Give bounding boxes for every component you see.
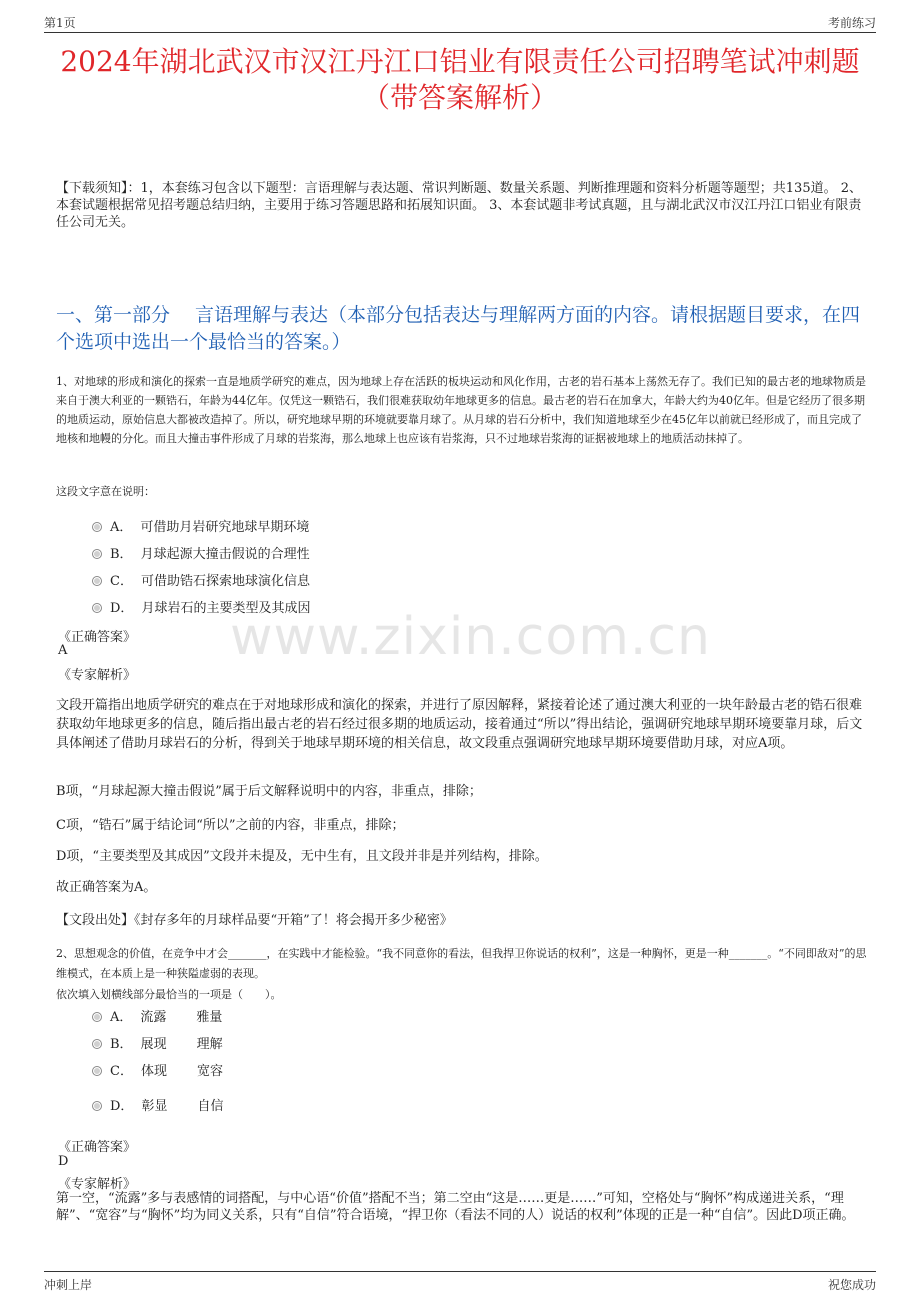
q1-option-c[interactable] — [92, 570, 310, 589]
option-word-2: 理解 — [196, 1037, 223, 1052]
option-word-1: 流露 — [140, 1010, 167, 1025]
option-word-1: 彰显 — [141, 1099, 168, 1114]
option-key: B． — [110, 1037, 133, 1052]
option-word-2: 自信 — [197, 1099, 224, 1114]
q2-option-c[interactable] — [92, 1060, 223, 1079]
footer-right-label: 祝您成功 — [827, 1278, 876, 1292]
q1-analysis-main: 文段开篇指出地质学研究的难点在于对地球形成和演化的探索，并进行了原因解释，紧接着论述了通过澳大利亚的一块年龄最古老的锆石很难获取幼年地球更多的信息，随后指出最古老的岩石经过很多期的地质运动，接着通过“所以”得出结论，强调研究地球早期环境要靠月球，后文具体阐述了借助月球岩石的分析，得到关于地球早期环境的相关信息，故文段重点强调研究地球早期环境要借助月球，对应A项。 — [56, 698, 863, 751]
radio-icon[interactable] — [92, 603, 102, 613]
option-word-2: 雅量 — [196, 1010, 223, 1025]
document-title: 2024年湖北武汉市汉江丹江口铝业有限责任公司招聘笔试冲刺题（带答案解析） — [60, 45, 860, 114]
q1-analysis-label: 《专家解析》 — [58, 668, 137, 683]
download-notice: 【下载须知】：1，本套练习包含以下题型：言语理解与表达题、常识判断题、数量关系题、判断推理题和资料分析题等题型；共135道。 2、本套试题根据常见招考题总结归纳，主要用于练习答题思路和拓展知识面。 3、本套试题非考试真题，且与湖北武汉市汉江丹江口铝业有限责任公司无关。 — [56, 181, 862, 230]
q1-analysis-d: D项，“主要类型及其成因”文段并未提及，无中生有，且文段并非是并列结构，排除。 — [56, 849, 548, 864]
page-footer — [44, 1271, 876, 1296]
option-key: C． — [110, 1064, 133, 1079]
q1-source: 【文段出处】《封存多年的月球样品要“开箱”了！将会揭开多少秘密》 — [56, 913, 453, 928]
radio-icon[interactable] — [92, 1066, 102, 1076]
q1-option-b[interactable] — [92, 543, 310, 562]
q1-prompt: 这段文字意在说明： — [56, 485, 155, 498]
page-number: 第1页 — [44, 16, 76, 30]
q1-option-a[interactable] — [92, 516, 309, 535]
q2-answer: D — [58, 1154, 69, 1169]
radio-icon[interactable] — [92, 1101, 102, 1111]
option-text: 可借助锆石探索地球演化信息 — [140, 574, 310, 589]
radio-icon[interactable] — [92, 1012, 102, 1022]
q1-analysis-b: B项，“月球起源大撞击假说”属于后文解释说明中的内容，非重点，排除； — [56, 784, 482, 799]
q2-analysis: 第一空，“流露”多与表感情的词搭配，与中心语“价值”搭配不当；第二空由“这是……更是……”可知，空格处与“胸怀”构成递进关系，“理解”、“宽容”与“胸怀”均为同义关系，只有“自信”符合语境，“捍卫你（看法不同的人）说话的权利”体现的正是一种“自信”。因此D项正确。 — [56, 1191, 855, 1223]
option-key: C． — [110, 574, 133, 589]
option-key: A． — [110, 1010, 133, 1025]
q2-passage: 2、思想观念的价值，在竞争中才会_______，在实践中才能检验。“我不同意你的看法，但我捍卫你说话的权利”，这是一种胸怀，更是一种_______。“不同即敌对”的思维模式，在本质上是一种狭隘虚弱的表现。 — [56, 947, 867, 980]
q1-conclusion: 故正确答案为A。 — [56, 880, 157, 895]
header-right-label: 考前练习 — [827, 16, 876, 30]
option-word-2: 宽容 — [196, 1064, 223, 1079]
q2-option-a[interactable] — [92, 1006, 222, 1025]
radio-icon[interactable] — [92, 1039, 102, 1049]
q2-prompt: 依次填入划横线部分最恰当的一项是（ ）。 — [56, 988, 282, 1001]
radio-icon[interactable] — [92, 549, 102, 559]
option-word-1: 展现 — [140, 1037, 167, 1052]
page-header — [44, 10, 876, 33]
footer-left-label: 冲刺上岸 — [44, 1278, 93, 1292]
q1-answer: A — [58, 643, 68, 658]
option-word-1: 体现 — [140, 1064, 167, 1079]
option-key: D． — [110, 1099, 134, 1114]
option-key: A． — [110, 520, 133, 535]
option-text: 月球起源大撞击假说的合理性 — [140, 547, 310, 562]
option-text: 月球岩石的主要类型及其成因 — [141, 601, 311, 616]
q2-option-b[interactable] — [92, 1033, 223, 1052]
radio-icon[interactable] — [92, 522, 102, 532]
q1-answer-label: 《正确答案》 — [58, 630, 137, 645]
option-key: B． — [110, 547, 133, 562]
option-key: D． — [110, 601, 134, 616]
radio-icon[interactable] — [92, 576, 102, 586]
q2-option-d[interactable] — [92, 1095, 223, 1114]
q2-analysis-label: 《专家解析》 — [58, 1177, 137, 1192]
q1-analysis-c: C项，“锆石”属于结论词“所以”之前的内容，非重点，排除； — [56, 818, 405, 833]
q1-passage: 1、对地球的形成和演化的探索一直是地质学研究的难点，因为地球上存在活跃的板块运动和风化作用，古老的岩石基本上荡然无存了。我们已知的最古老的地球物质是来自于澳大利亚的一颗锆石，年龄为44亿年。仅凭这一颗锆石，我们很难获取幼年地球更多的信息。最古老的岩石在加拿大，年龄大约为40亿年。但是它经历了很多期的地质运动，原始信息大都被改造掉了。所以，研究地球早期的环境就要靠月球了。从月球的岩石分析中，我们知道地球至少在45亿年以前就已经形成了，而且完成了地核和地幔的分化。而且大撞击事件形成了月球的岩浆海，那么地球上也应该有岩浆海，只不过地球岩浆海的证据被地球上的地质活动抹掉了。 — [56, 375, 866, 445]
option-text: 可借助月岩研究地球早期环境 — [140, 520, 310, 535]
q2-answer-label: 《正确答案》 — [58, 1140, 137, 1155]
watermark: www.zixin.com.cn — [230, 607, 711, 667]
section-heading: 一、第一部分 言语理解与表达（本部分包括表达与理解两方面的内容。请根据题目要求，在四个选项中选出一个最恰当的答案。） — [56, 304, 861, 353]
